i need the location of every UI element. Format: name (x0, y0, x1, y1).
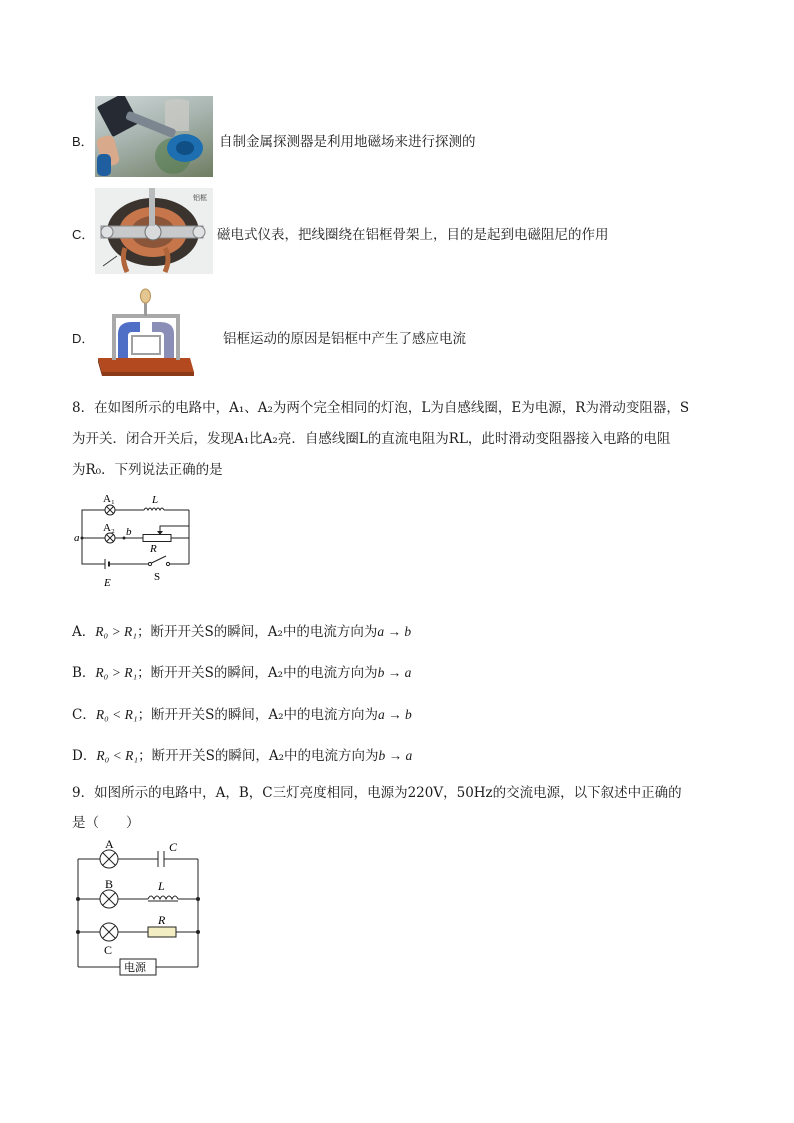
q8-circuit-diagram (70, 490, 200, 594)
meter-coil-photo (95, 188, 213, 274)
q8-label-b: b (126, 526, 132, 538)
option-b-label: B． (72, 134, 94, 149)
q8-label-a1: A₁ (103, 493, 115, 505)
option-c-label: C． (72, 227, 95, 242)
metal-detector-photo (95, 96, 213, 177)
aluminum-frame-photo (96, 288, 196, 380)
q9-label-source: 电源 (124, 962, 146, 974)
q9-label-lamp-c: C (104, 943, 113, 957)
meter-photo-tag: 铝框 (193, 194, 207, 202)
q8-option-b-compare: R₀ > R₁ (95, 665, 138, 680)
option-b-text: 自制金属探测器是利用地磁场来进行探测的 (219, 134, 476, 150)
q8-option-a-compare: R₀ > R₁ (95, 624, 137, 639)
q8-label-a2: A₂ (103, 522, 115, 534)
q8-label-r: R (150, 543, 157, 555)
q8-option-c-direction: a → b (378, 707, 412, 722)
option-d-text: 铝框运动的原因是铝框中产生了感应电流 (223, 331, 466, 347)
q8-option-d-direction: b → a (378, 748, 413, 763)
q8-label-a: a (74, 532, 80, 544)
q8-stem-line-3: 为R₀．下列说法正确的是 (72, 462, 223, 478)
option-c (0, 188, 794, 274)
option-b (0, 96, 794, 178)
q8-label-l: L (152, 494, 159, 506)
option-d-label: D． (72, 331, 95, 346)
q8-option-b-direction: b → a (377, 665, 412, 680)
option-d (0, 288, 794, 380)
q8-option-c-compare: R₀ < R₁ (95, 707, 138, 722)
q8-option-b: B．R₀ > R₁；断开开关S的瞬间，A₂中的电流方向为b → a (72, 665, 412, 681)
q9-label-inductor: L (158, 879, 165, 893)
q8-label-e: E (104, 577, 111, 589)
q9-stem-line-2: 是（ ） (72, 815, 140, 831)
q9-circuit-diagram (70, 835, 210, 977)
q8-option-d: D．R₀ < R₁；断开开关S的瞬间，A₂中的电流方向为b → a (72, 748, 413, 764)
q9-label-lamp-a: A (105, 837, 114, 851)
q8-option-a-direction: a → b (377, 624, 412, 639)
q8-stem-line-1: 8．在如图所示的电路中，A₁、A₂为两个完全相同的灯泡，L为自感线圈，E为电源，R为滑动变阻器，S (72, 400, 690, 416)
q8-option-d-compare: R₀ < R₁ (96, 748, 139, 763)
q8-label-s: S (154, 571, 161, 583)
q9-stem-line-1: 9．如图所示的电路中，A，B，C三灯亮度相同，电源为220V，50Hz的交流电源，以下叙述中正确的 (72, 785, 682, 801)
option-c-text: 磁电式仪表，把线圈绕在铝框骨架上，目的是起到电磁阻尼的作用 (217, 227, 609, 243)
q9-label-lamp-b: B (105, 877, 114, 891)
q8-option-c: C．R₀ < R₁；断开开关S的瞬间，A₂中的电流方向为a → b (72, 707, 412, 723)
q9-label-capacitor: C (169, 840, 178, 854)
q9-label-resistor: R (158, 913, 166, 927)
q8-stem-line-2: 为开关．闭合开关后，发现A₁比A₂亮．自感线圈L的直流电阻为RL，此时滑动变阻器接入电路的电阻 (72, 431, 671, 447)
q8-option-a: A．R₀ > R₁；断开开关S的瞬间，A₂中的电流方向为a → b (72, 624, 412, 640)
